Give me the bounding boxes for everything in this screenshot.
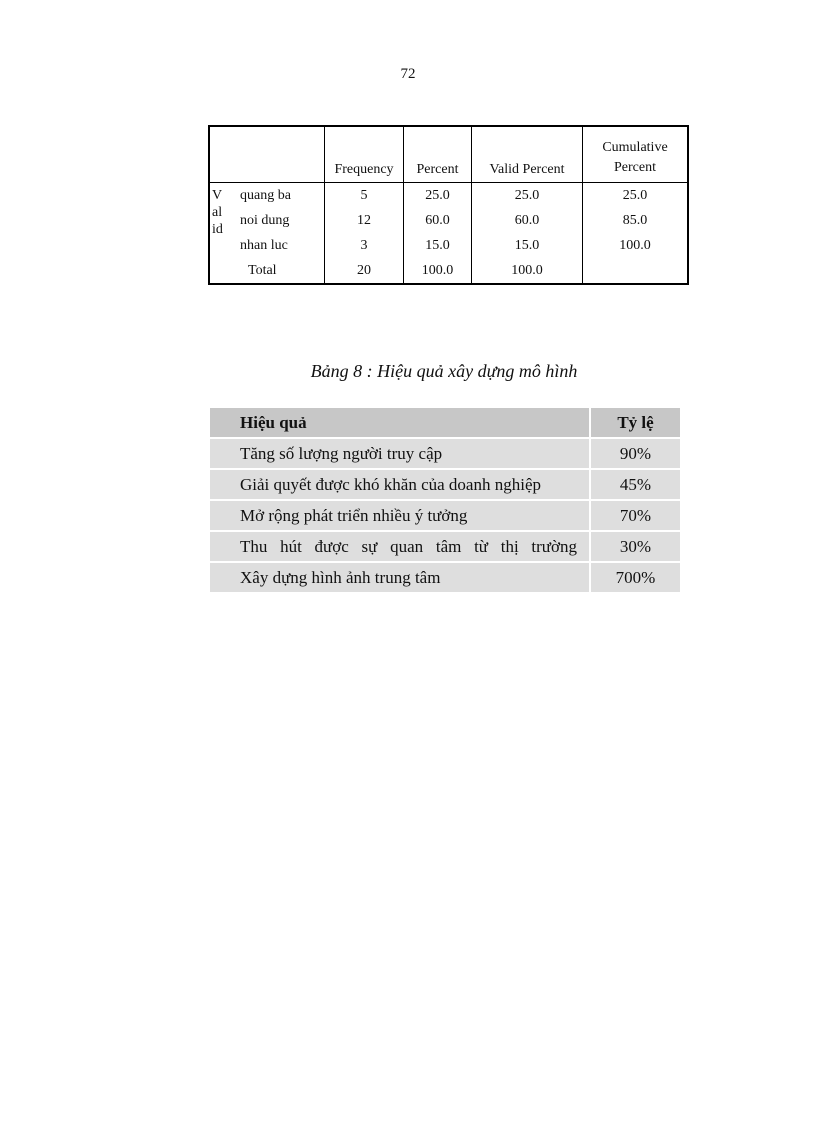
cell-cumulative: 25.0 [583, 183, 689, 209]
cell-percent: 60.0 [404, 208, 472, 233]
header-corner [209, 126, 234, 183]
row-label: noi dung [240, 212, 290, 228]
effectiveness-table-header [210, 408, 680, 439]
page-number: 72 [400, 66, 416, 82]
row-label-total: Total [248, 262, 277, 278]
header-frequency: Frequency [325, 126, 404, 183]
cell-cumulative [583, 258, 689, 284]
effect-name: Giải quyết được khó khăn của doanh nghiệp [210, 470, 591, 501]
cell-valid-percent: 100.0 [472, 258, 583, 284]
header-corner [234, 126, 325, 183]
effect-rate: 70% [591, 501, 680, 532]
cell-frequency: 20 [325, 258, 404, 284]
effect-rate: 30% [591, 532, 680, 563]
effect-name: Mở rộng phát triển nhiều ý tưởng [210, 501, 591, 532]
effect-name: Xây dựng hình ảnh trung tâm [210, 563, 591, 594]
cell-cumulative: 85.0 [583, 208, 689, 233]
group-label-part: al [212, 205, 223, 220]
effect-name: Thu hút được sự quan tâm từ thị trường [240, 536, 577, 556]
cell-frequency: 5 [325, 183, 404, 209]
header-cumulative-percent [583, 126, 689, 183]
table-row [210, 563, 680, 594]
table-row [209, 233, 688, 258]
table-row [210, 439, 680, 470]
effect-name: Tăng số lượng người truy cập [210, 439, 591, 470]
effectiveness-table [210, 408, 680, 594]
group-label-part: V [212, 188, 223, 203]
table-caption: Bảng 8 : Hiệu quả xây dựng mô hình [310, 361, 578, 381]
cell-valid-percent: 15.0 [472, 233, 583, 258]
table-row [210, 501, 680, 532]
table-row [210, 470, 680, 501]
effect-name-cell [210, 532, 591, 563]
group-label-valid [209, 183, 234, 285]
table-row [209, 183, 688, 209]
header-cumulative-line1: Cumulative [602, 140, 668, 155]
header-cumulative-line2: Percent [614, 160, 656, 175]
cell-frequency: 3 [325, 233, 404, 258]
cell-percent: 15.0 [404, 233, 472, 258]
frequency-table-header [209, 126, 688, 183]
table-row [210, 532, 680, 563]
cell-percent: 25.0 [404, 183, 472, 209]
cell-valid-percent: 25.0 [472, 183, 583, 209]
effect-rate: 90% [591, 439, 680, 470]
header-percent: Percent [404, 126, 472, 183]
effect-rate: 45% [591, 470, 680, 501]
table-row-total [209, 258, 688, 284]
frequency-table [208, 125, 689, 285]
cell-percent: 100.0 [404, 258, 472, 284]
row-label: nhan luc [240, 237, 288, 253]
cell-frequency: 12 [325, 208, 404, 233]
header-rate: Tỷ lệ [591, 408, 680, 439]
header-effect: Hiệu quả [210, 408, 591, 439]
cell-cumulative: 100.0 [583, 233, 689, 258]
table-row [209, 208, 688, 233]
group-label-part: id [212, 222, 223, 237]
row-label: quang ba [240, 187, 291, 203]
cell-valid-percent: 60.0 [472, 208, 583, 233]
effect-rate: 700% [591, 563, 680, 594]
header-valid-percent: Valid Percent [472, 126, 583, 183]
